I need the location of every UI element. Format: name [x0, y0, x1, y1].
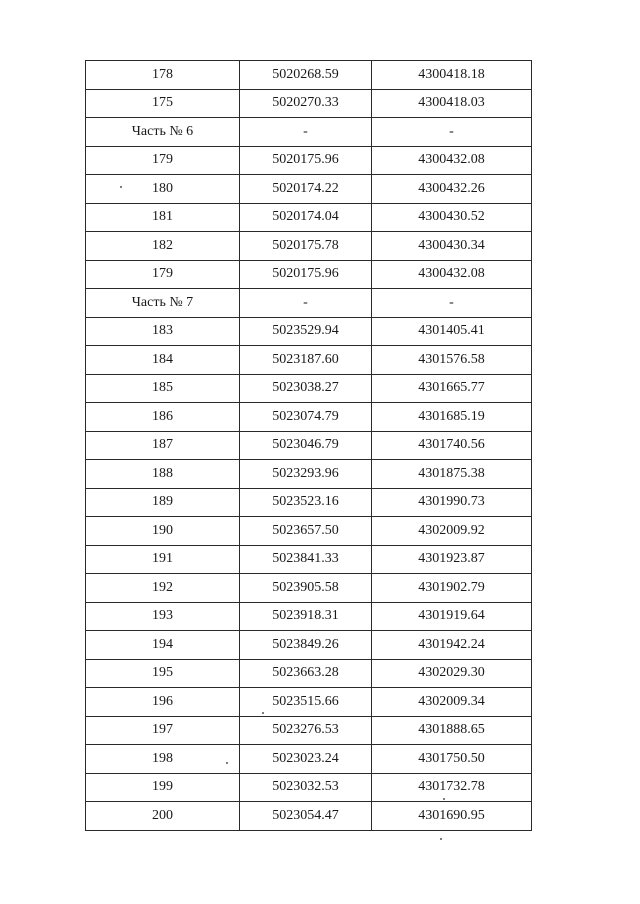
x-coordinate-cell: 5020270.33 — [240, 89, 372, 118]
table-row — [86, 403, 532, 432]
table-row — [86, 431, 532, 460]
x-coordinate-cell: 5023523.16 — [240, 488, 372, 517]
scan-speck — [226, 762, 228, 764]
table-row — [86, 175, 532, 204]
x-coordinate-cell: - — [240, 289, 372, 318]
y-coordinate-cell: 4301942.24 — [372, 631, 532, 660]
x-coordinate-cell: 5023529.94 — [240, 317, 372, 346]
point-number-cell: 179 — [86, 260, 240, 289]
y-coordinate-cell: 4300430.34 — [372, 232, 532, 261]
table-row — [86, 659, 532, 688]
table-row — [86, 716, 532, 745]
y-coordinate-cell: 4301405.41 — [372, 317, 532, 346]
point-number-cell: 175 — [86, 89, 240, 118]
point-number-cell: 198 — [86, 745, 240, 774]
point-number-cell: 180 — [86, 175, 240, 204]
y-coordinate-cell: 4302009.34 — [372, 688, 532, 717]
table-row — [86, 232, 532, 261]
x-coordinate-cell: 5020175.96 — [240, 260, 372, 289]
table-row — [86, 317, 532, 346]
x-coordinate-cell: 5023046.79 — [240, 431, 372, 460]
table-row — [86, 773, 532, 802]
table-row — [86, 146, 532, 175]
x-coordinate-cell: 5023918.31 — [240, 602, 372, 631]
y-coordinate-cell: 4301875.38 — [372, 460, 532, 489]
x-coordinate-cell: 5020174.22 — [240, 175, 372, 204]
x-coordinate-cell: 5023905.58 — [240, 574, 372, 603]
point-number-cell: 190 — [86, 517, 240, 546]
x-coordinate-cell: 5023515.66 — [240, 688, 372, 717]
x-coordinate-cell: 5023276.53 — [240, 716, 372, 745]
table-row — [86, 488, 532, 517]
scan-speck — [440, 838, 442, 840]
y-coordinate-cell: 4300430.52 — [372, 203, 532, 232]
point-number-cell: 195 — [86, 659, 240, 688]
point-number-cell: Часть № 6 — [86, 118, 240, 147]
table-row — [86, 802, 532, 831]
point-number-cell: 199 — [86, 773, 240, 802]
table-row — [86, 118, 532, 147]
x-coordinate-cell: 5020268.59 — [240, 61, 372, 90]
y-coordinate-cell: 4301923.87 — [372, 545, 532, 574]
table-row — [86, 374, 532, 403]
y-coordinate-cell: 4301750.50 — [372, 745, 532, 774]
x-coordinate-cell: 5023023.24 — [240, 745, 372, 774]
table-row — [86, 260, 532, 289]
table-row — [86, 545, 532, 574]
scan-speck — [120, 186, 122, 188]
coordinates-table — [85, 60, 532, 831]
y-coordinate-cell: 4301732.78 — [372, 773, 532, 802]
x-coordinate-cell: 5020175.78 — [240, 232, 372, 261]
table-row — [86, 745, 532, 774]
scan-speck — [262, 712, 264, 714]
x-coordinate-cell: 5020175.96 — [240, 146, 372, 175]
y-coordinate-cell: 4301665.77 — [372, 374, 532, 403]
point-number-cell: 178 — [86, 61, 240, 90]
y-coordinate-cell: 4301685.19 — [372, 403, 532, 432]
x-coordinate-cell: 5020174.04 — [240, 203, 372, 232]
point-number-cell: 185 — [86, 374, 240, 403]
point-number-cell: 183 — [86, 317, 240, 346]
point-number-cell: 194 — [86, 631, 240, 660]
point-number-cell: 200 — [86, 802, 240, 831]
y-coordinate-cell: 4301740.56 — [372, 431, 532, 460]
table-row — [86, 346, 532, 375]
y-coordinate-cell: 4300418.18 — [372, 61, 532, 90]
point-number-cell: 189 — [86, 488, 240, 517]
point-number-cell: 184 — [86, 346, 240, 375]
x-coordinate-cell: 5023657.50 — [240, 517, 372, 546]
point-number-cell: 187 — [86, 431, 240, 460]
scan-speck — [443, 798, 445, 800]
table-row — [86, 602, 532, 631]
x-coordinate-cell: 5023032.53 — [240, 773, 372, 802]
y-coordinate-cell: 4302009.92 — [372, 517, 532, 546]
point-number-cell: Часть № 7 — [86, 289, 240, 318]
point-number-cell: 179 — [86, 146, 240, 175]
point-number-cell: 197 — [86, 716, 240, 745]
table-row — [86, 61, 532, 90]
coordinates-table-body — [86, 61, 532, 831]
y-coordinate-cell: 4301990.73 — [372, 488, 532, 517]
y-coordinate-cell: 4300432.08 — [372, 260, 532, 289]
table-row — [86, 289, 532, 318]
point-number-cell: 193 — [86, 602, 240, 631]
point-number-cell: 186 — [86, 403, 240, 432]
x-coordinate-cell: - — [240, 118, 372, 147]
y-coordinate-cell: 4300432.08 — [372, 146, 532, 175]
table-row — [86, 688, 532, 717]
table-row — [86, 574, 532, 603]
point-number-cell: 182 — [86, 232, 240, 261]
x-coordinate-cell: 5023074.79 — [240, 403, 372, 432]
table-row — [86, 203, 532, 232]
x-coordinate-cell: 5023849.26 — [240, 631, 372, 660]
y-coordinate-cell: 4300418.03 — [372, 89, 532, 118]
y-coordinate-cell: - — [372, 289, 532, 318]
table-row — [86, 89, 532, 118]
x-coordinate-cell: 5023187.60 — [240, 346, 372, 375]
x-coordinate-cell: 5023663.28 — [240, 659, 372, 688]
x-coordinate-cell: 5023293.96 — [240, 460, 372, 489]
y-coordinate-cell: 4301576.58 — [372, 346, 532, 375]
x-coordinate-cell: 5023038.27 — [240, 374, 372, 403]
y-coordinate-cell: 4302029.30 — [372, 659, 532, 688]
point-number-cell: 181 — [86, 203, 240, 232]
point-number-cell: 196 — [86, 688, 240, 717]
point-number-cell: 191 — [86, 545, 240, 574]
y-coordinate-cell: 4301888.65 — [372, 716, 532, 745]
point-number-cell: 188 — [86, 460, 240, 489]
table-row — [86, 460, 532, 489]
table-row — [86, 631, 532, 660]
y-coordinate-cell: 4301902.79 — [372, 574, 532, 603]
y-coordinate-cell: - — [372, 118, 532, 147]
x-coordinate-cell: 5023054.47 — [240, 802, 372, 831]
x-coordinate-cell: 5023841.33 — [240, 545, 372, 574]
table-row — [86, 517, 532, 546]
point-number-cell: 192 — [86, 574, 240, 603]
y-coordinate-cell: 4301919.64 — [372, 602, 532, 631]
y-coordinate-cell: 4301690.95 — [372, 802, 532, 831]
y-coordinate-cell: 4300432.26 — [372, 175, 532, 204]
